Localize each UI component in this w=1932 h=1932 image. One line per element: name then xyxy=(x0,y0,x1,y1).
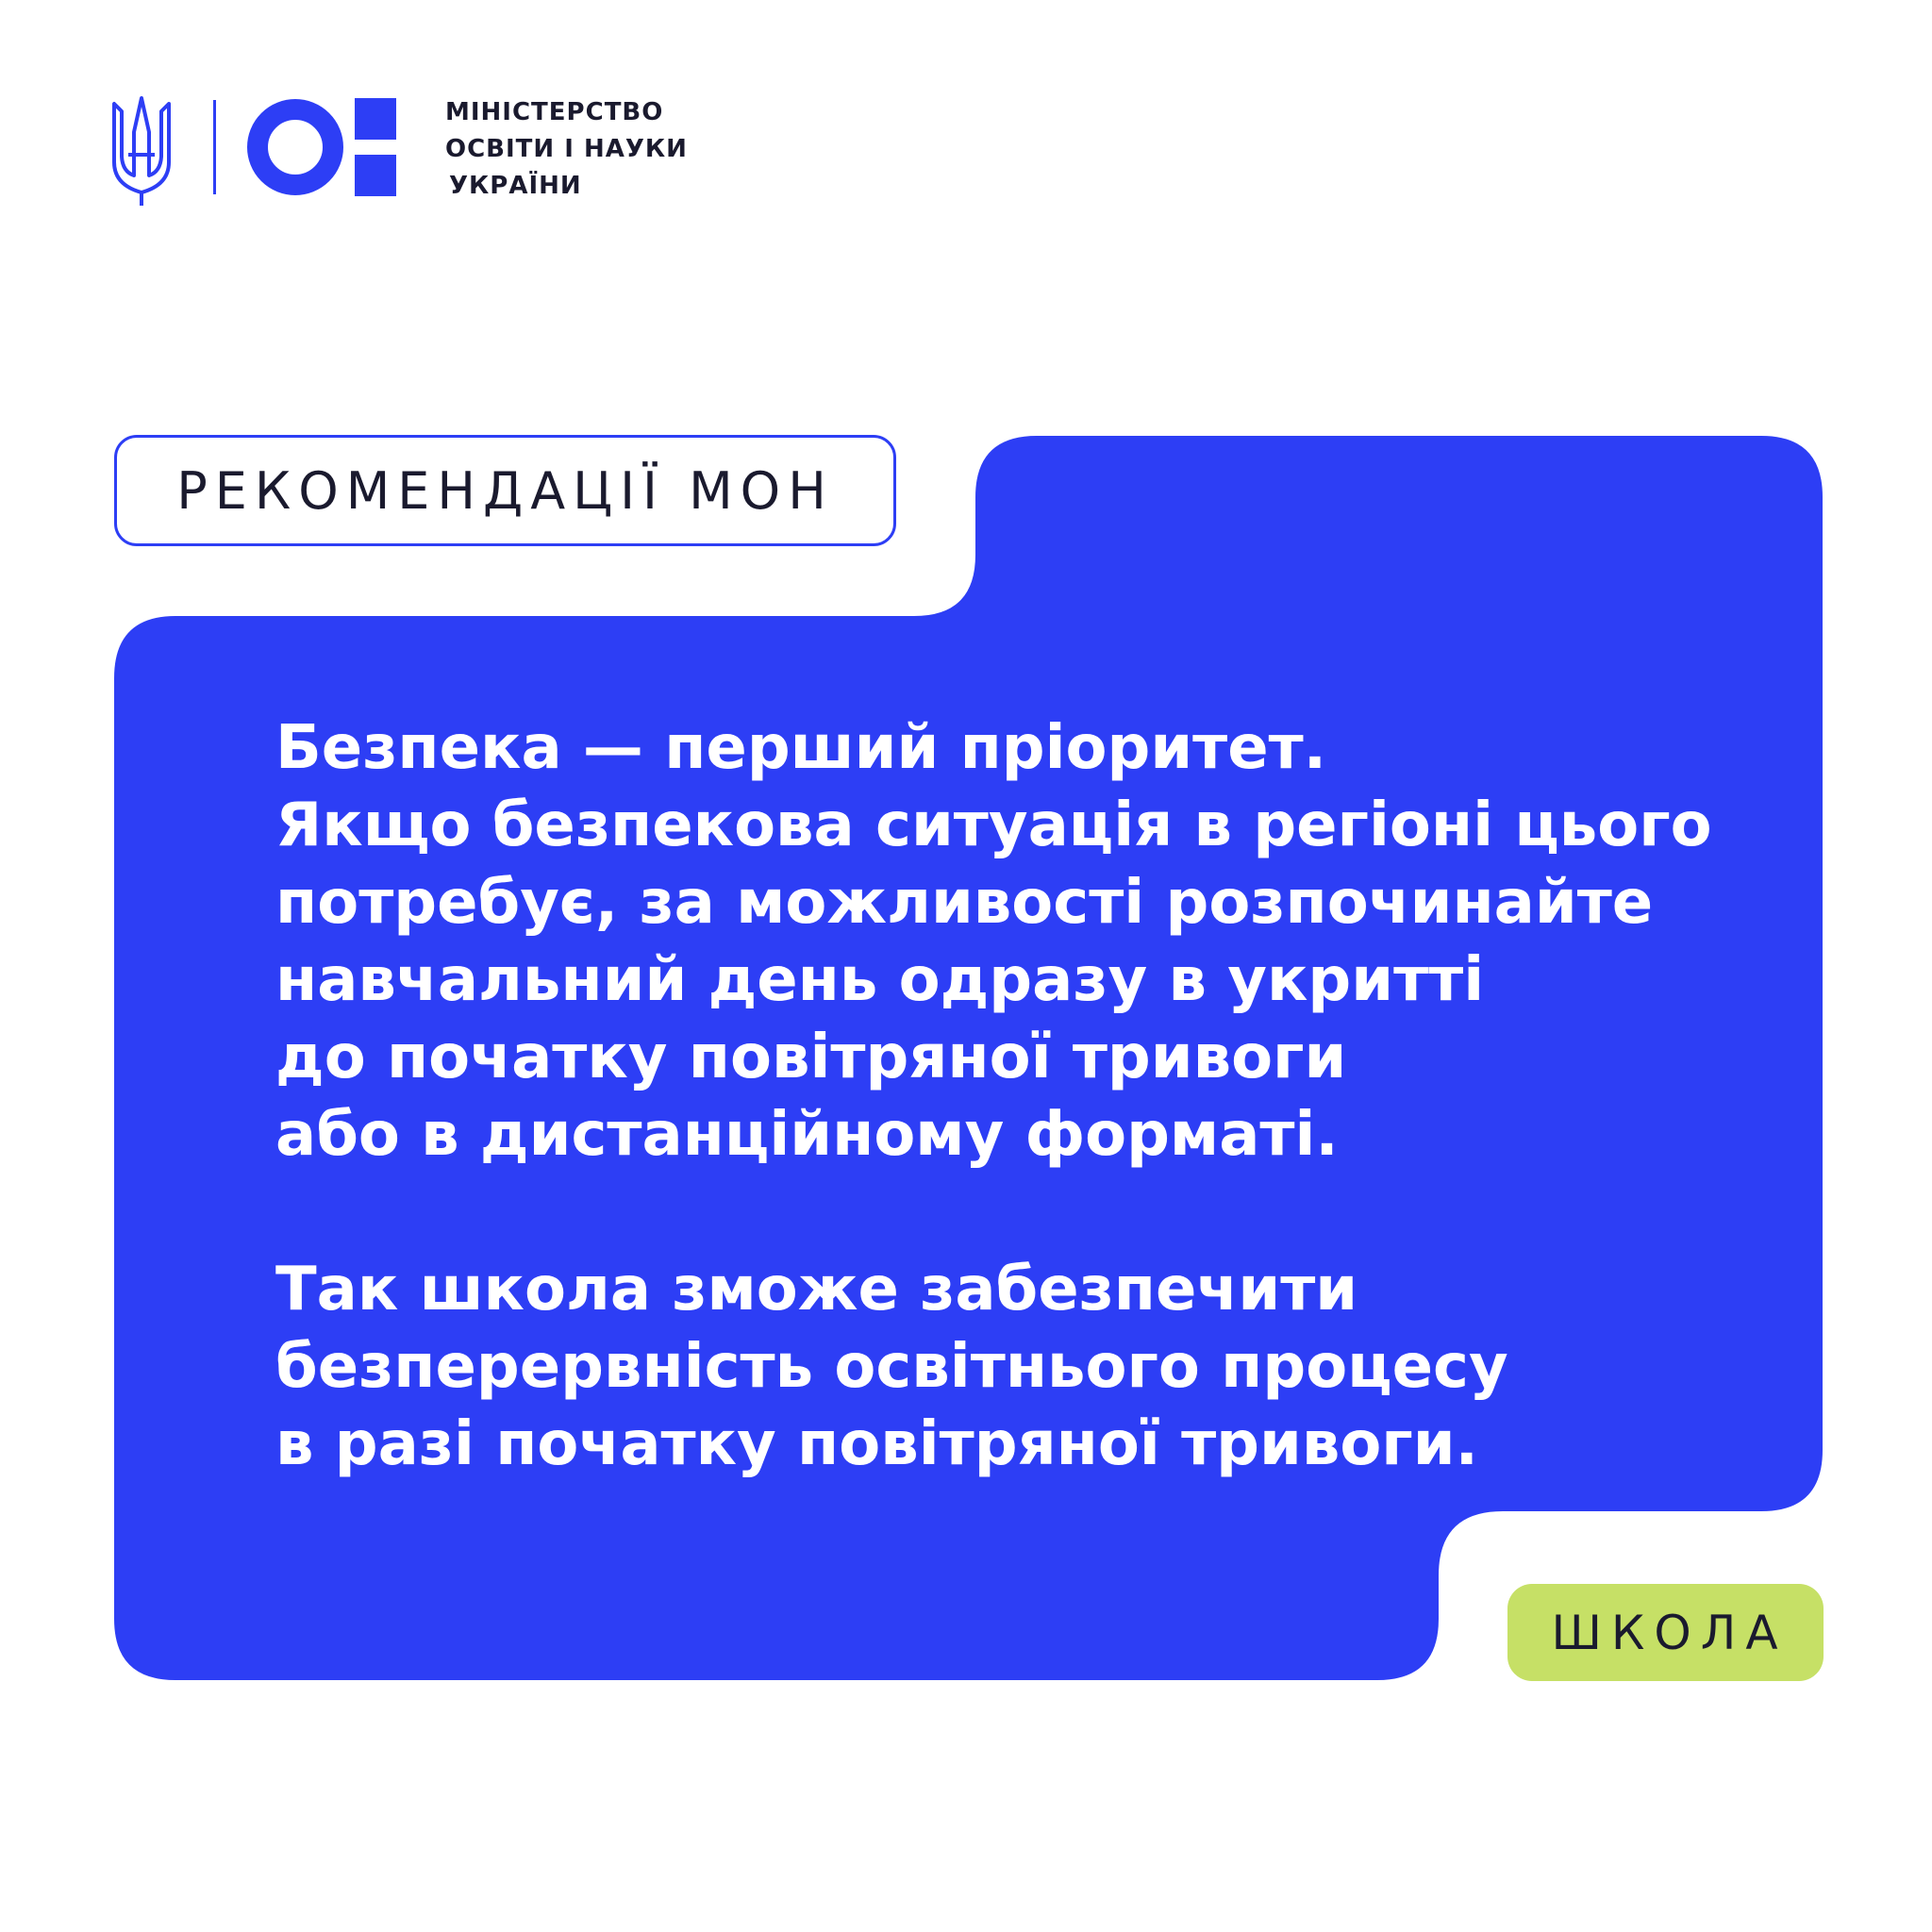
paragraph-1-line: потребує, за можливості розпочинайте xyxy=(275,868,1654,938)
main-message xyxy=(275,709,1785,1483)
logo-divider xyxy=(213,100,216,194)
recommendations-tag xyxy=(114,435,896,546)
paragraph-2-line: Так школа зможе забезпечити xyxy=(275,1255,1358,1324)
recommendations-tag-label: РЕКОМЕНДАЦІЇ МОН xyxy=(176,460,834,521)
ministry-name-line-3: УКРАЇНИ xyxy=(449,172,582,200)
paragraph-gap xyxy=(275,1174,1785,1251)
school-badge xyxy=(1507,1584,1824,1681)
ministry-name-line-2: ОСВІТИ І НАУКИ xyxy=(445,135,688,163)
mon-logo-square-top-icon xyxy=(355,98,396,140)
mon-logo-ring-icon xyxy=(258,109,333,185)
paragraph-2-line: безперервність освітнього процесу xyxy=(275,1332,1508,1402)
mon-logo-square-bottom-icon xyxy=(355,155,396,196)
paragraph-1-line: Якщо безпекова ситуація в регіоні цього xyxy=(275,791,1712,860)
school-badge-label: ШКОЛА xyxy=(1551,1605,1788,1660)
paragraph-1-line: Безпека — перший пріоритет. xyxy=(275,713,1327,783)
paragraph-1-line: навчальний день одразу в укритті xyxy=(275,945,1485,1015)
ministry-name xyxy=(445,94,688,205)
paragraph-2-line: в разі початку повітряної тривоги. xyxy=(275,1409,1478,1479)
ministry-name-line-1: МІНІСТЕРСТВО xyxy=(445,98,664,126)
paragraph-1-line: або в дистанційному форматі. xyxy=(275,1100,1339,1170)
paragraph-1-line: до початку повітряної тривоги xyxy=(275,1023,1347,1092)
trident-icon xyxy=(114,98,169,206)
